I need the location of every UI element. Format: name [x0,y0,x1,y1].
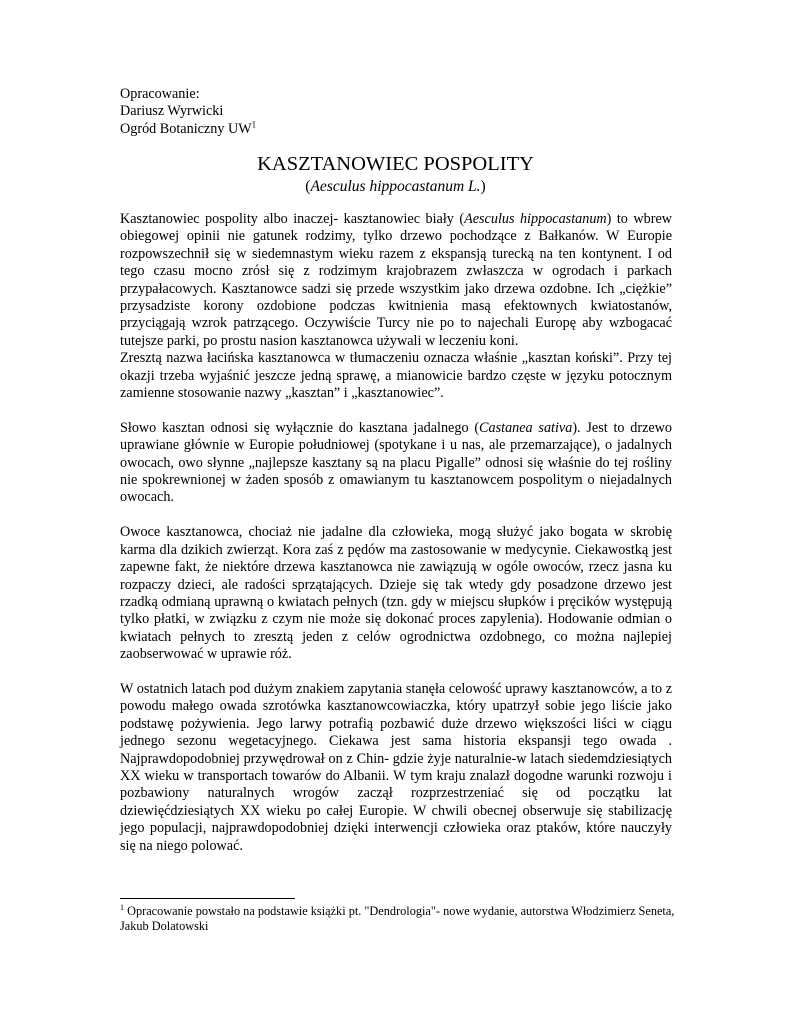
paragraph-1-text-c: ) to wbrew obiegowej opinii nie gatunek rodzimy, tylko drzewo pochodzące z Bałkanów. W Europie rozpowszechnił się w siedemnastym wieku razem z ekspansją turecką na ten kontynent. I od tego czasu mocno zrósł się z rodzimym krajobrazem zwłaszcza w ogrodach i parkach przypałacowych. Kasztanowce sadzi się przede wszystkim jako drzewa ozdobne. Ich „ciężkie” przysadziste korony ozdobione podczas kwitnienia masą efektownych kwiatostanów, przyciągają wzrok patrzącego. Oczywiście Turcy nie po to najechali Europę aby wzbogacać tutejsze parki, po prostu nasion kasztanowca używali w leczeniu koni. [120,211,672,349]
footnote-mark: 1 [120,902,124,912]
author-block [120,86,256,138]
author-affiliation [120,121,256,138]
subtitle-latin-name: Aesculus hippocastanum L. [310,178,481,195]
affiliation-text: Ogród Botaniczny UW [120,120,252,137]
paragraph-3: Owoce kasztanowca, chociaż nie jadalne dla człowieka, mogą służyć jako bogata w skrobię karma dla dzikich zwierząt. Kora zaś z pędów ma zastosowanie w medycynie. Ciekawostką jest zapewne fakt, że niektóre drzewa kasztanowca nie zawiązują w ogóle owoców, rzecz jasna ku rozpaczy dzieci, ale radości sprzątających. Dzieje się tak wtedy gdy posadzone drzewo jest rzadką odmianą uprawną o kwiatach pełnych (tzn. gdy w miejscu słupków i pręcików występują tylko płatki, w związku z czym nie może się dokonać proces zapylenia). Hodowanie odmian o kwiatach pełnych to zresztą jeden z celów ogrodnictwa ozdobnego, co można najlepiej zaobserwować w uprawie róż. [120,524,672,663]
document-subtitle [0,178,791,196]
subtitle-open-paren: ( [305,178,311,195]
paragraph-4: W ostatnich latach pod dużym znakiem zapytania stanęła celowość uprawy kasztanowców, a to z powodu małego owada szrotówka kasztanowcowiaczka, który upatrzył sobie jego liście jako podstawę pożywienia. Jego larwy potrafią pozbawić duże drzewo większości liści w ciągu jednego sezonu wegetacyjnego. Ciekawa jest sama historia ekspansji tego owada . Najprawdopodobniej przywędrował on z Chin- gdzie żyje naturalnie-w latach siedemdziesiątych XX wieku w transportach towarów do Albanii. W tym kraju znalazł dogodne warunki rozwoju i pozbawiony naturalnych wrogów zaczął rozprzestrzeniać się od początku lat dziewięćdziesiątych XX wieku po całej Europie. W chwili obecnej obserwuje się stabilizację jego populacji, najprawdopodobniej dzięki interwencji człowieka oraz ptaków, które nauczyły się na niego polować. [120,680,672,854]
footnote [120,904,680,934]
footnote-reference: 1 [251,119,257,130]
paragraph-2-text-c: ). Jest to drzewo uprawiane głównie w Europie południowej (spotykane i u nas, ale przemarzające), o jadalnych owocach, owo słynne „najlepsze kasztany są na placu Pigalle” odnosi się właśnie do tej rośliny nie spokrewnionej w żaden sposób z omawianym tu kasztanowcem pospolitym o niejadalnych owocach. [120,419,673,506]
document-title: KASZTANOWIEC POSPOLITY [257,153,534,175]
subtitle-close-paren: ) [480,178,486,195]
paragraph-2-latin: Castanea sativa [479,419,573,436]
document-body [120,211,672,855]
paragraph-2-text-a: Słowo kasztan odnosi się wyłącznie do kasztana jadalnego ( [120,419,480,436]
footnote-text: Opracowanie powstało na podstawie książki pt. "Dendrologia"- nowe wydanie, autorstwa Włodzimierz Seneta, Jakub Dolatowski [120,904,675,933]
paragraph-1-text-a: Kasztanowiec pospolity albo inaczej- kasztanowiec biały ( [120,211,465,227]
paragraph-1-text-d: Zresztą nazwa łacińska kasztanowca w tłumaczeniu oznacza właśnie „kasztan koński”. Przy tej okazji trzeba wyjaśnić jeszcze jedną sprawę, a mianowicie bardzo częste w języku potocznym zamienne stosowanie nazwy „kasztan” i „kasztanowiec”. [120,350,672,402]
paragraph-1 [120,211,672,402]
author-label: Opracowanie: [120,86,200,102]
paragraph-1-latin: Aesculus hippocastanum [464,211,607,227]
paragraph-2 [120,420,672,507]
author-name: Dariusz Wyrwicki [120,103,224,120]
footnote-separator [120,898,295,899]
